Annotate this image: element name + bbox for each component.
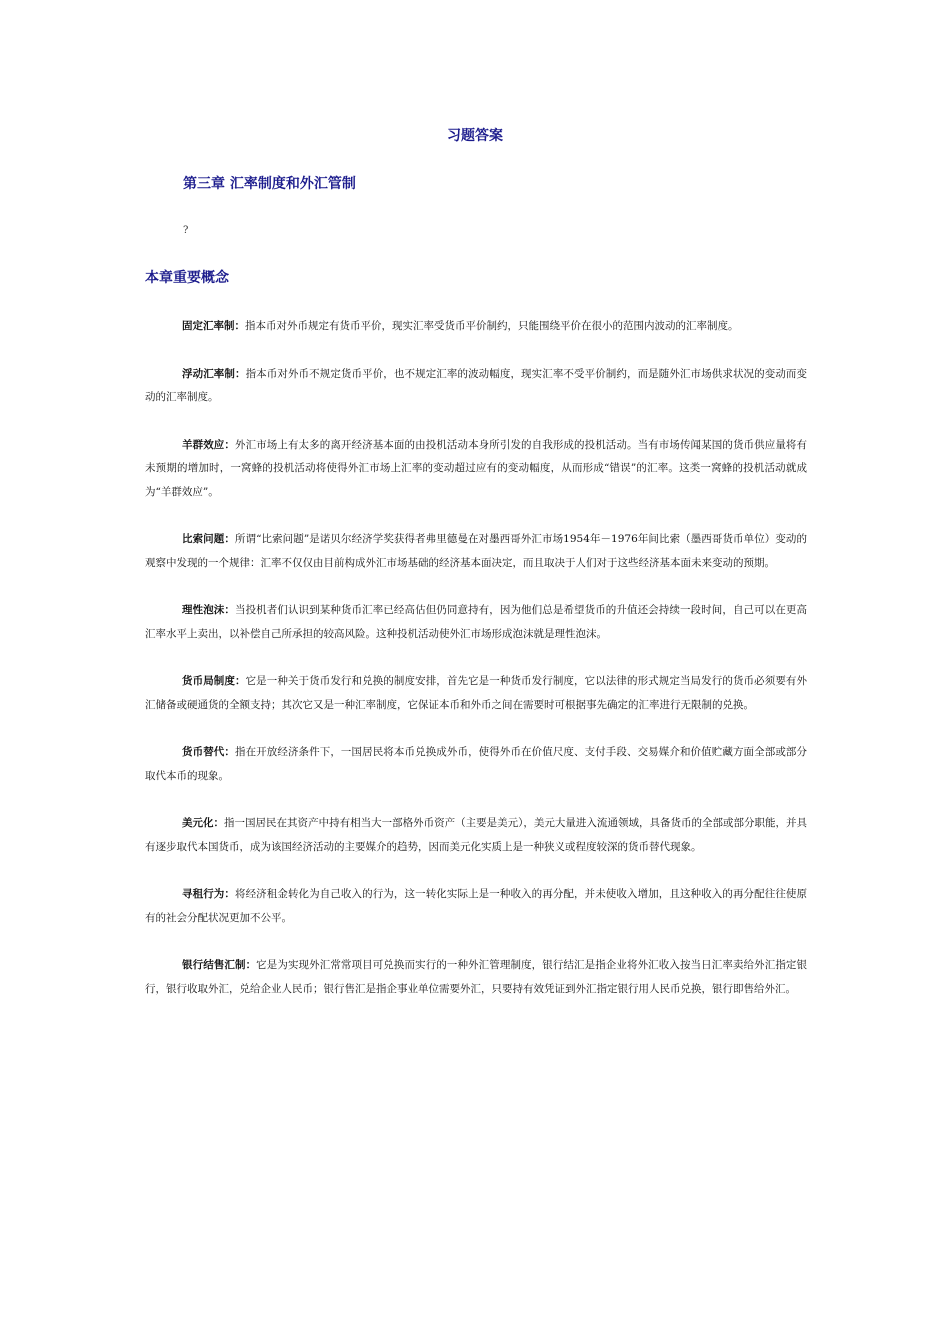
concept-definition: 它是一种关于货币发行和兑换的制度安排，首先它是一种货币发行制度，它以法律的形式规定当局发行的货币必须要有外汇储备或硬通货的全额支持；其次它又是一种汇率制度，它保证本币和外币之间在需要时可根据事先确定的汇率进行无限制的兑换。 <box>145 675 808 711</box>
concept-term: 比索问题： <box>182 533 235 545</box>
concept-term: 浮动汇率制： <box>182 367 246 380</box>
concept-term: 货币替代： <box>182 746 235 758</box>
concept-entry <box>145 599 807 646</box>
chapter-title: 第三章 汇率制度和外汇管制 <box>183 176 356 192</box>
concept-entry <box>145 741 807 788</box>
concept-list <box>145 315 807 1025</box>
document-title: 习题答案 <box>447 128 503 144</box>
concept-term: 羊群效应： <box>182 438 235 451</box>
concept-entry <box>145 434 807 505</box>
concept-definition: 所谓“比索问题”是诺贝尔经济学奖获得者弗里德曼在对墨西哥外汇市场1954年－1976年间比索（墨西哥货币单位）变动的观察中发现的一个规律：汇率不仅仅由目前构成外汇市场基础的经济基本面决定，而且取决于人们对于这些经济基本面未来变动的预期。 <box>145 533 808 569</box>
concept-entry <box>145 812 807 859</box>
concept-definition: 当投机者们认识到某种货币汇率已经高估但仍同意持有，因为他们总是希望货币的升值还会持续一段时间，自己可以在更高汇率水平上卖出，以补偿自己所承担的较高风险。这种投机活动使外汇市场形成泡沫就是理性泡沫。 <box>145 604 808 640</box>
concept-entry <box>145 670 807 717</box>
concept-term: 银行结售汇制： <box>182 959 257 971</box>
concept-entry <box>145 883 807 930</box>
concept-entry <box>145 528 807 575</box>
concept-term: 理性泡沫： <box>182 604 235 616</box>
concept-definition: 外汇市场上有太多的离开经济基本面的由投机活动本身所引发的自我形成的投机活动。当有市场传闻某国的货币供应量将有未预期的增加时，一窝蜂的投机活动将使得外汇市场上汇率的变动超过应有的变动幅度，从而形成“错误”的汇率。这类一窝蜂的投机活动就成为“羊群效应”。 <box>145 438 808 498</box>
concept-definition: 指在开放经济条件下，一国居民将本币兑换成外币，使得外币在价值尺度、支付手段、交易媒介和价值贮藏方面全部或部分取代本币的现象。 <box>145 746 808 782</box>
concept-term: 货币局制度： <box>182 675 246 687</box>
concept-definition: 指本币对外币不规定货币平价，也不规定汇率的波动幅度，现实汇率不受平价制约，而是随外汇市场供求状况的变动而变动的汇率制度。 <box>145 367 808 403</box>
concept-entry <box>145 315 807 339</box>
concept-entry <box>145 363 807 410</box>
concept-definition: 将经济租金转化为自己收入的行为，这一转化实际上是一种收入的再分配，并未使收入增加，且这种收入的再分配往往使原有的社会分配状况更加不公平。 <box>145 888 808 924</box>
concept-term: 寻租行为： <box>182 888 235 900</box>
concept-term: 美元化： <box>182 817 225 829</box>
section-heading: 本章重要概念 <box>145 270 229 286</box>
concept-term: 固定汇率制： <box>182 320 245 332</box>
concept-definition: 它是为实现外汇常常项目可兑换而实行的一种外汇管理制度，银行结汇是指企业将外汇收入按当日汇率卖给外汇指定银行，银行收取外汇，兑给企业人民币；银行售汇是指企事业单位需要外汇，只要持有效凭证到外汇指定银行用人民币兑换，银行即售给外汇。 <box>145 959 808 995</box>
concept-definition: 指本币对外币规定有货币平价，现实汇率受货币平价制约，只能围绕平价在很小的范围内波动的汇率制度。 <box>245 320 739 332</box>
concept-definition: 指一国居民在其资产中持有相当大一部格外币资产（主要是美元），美元大量进入流通领域，具备货币的全部或部分职能，并具有逐步取代本国货币，成为该国经济活动的主要媒介的趋势，因而美元化实质上是一种狭义或程度较深的货币替代现象。 <box>145 817 808 853</box>
placeholder-marker: ? <box>183 225 189 236</box>
concept-entry <box>145 954 807 1001</box>
